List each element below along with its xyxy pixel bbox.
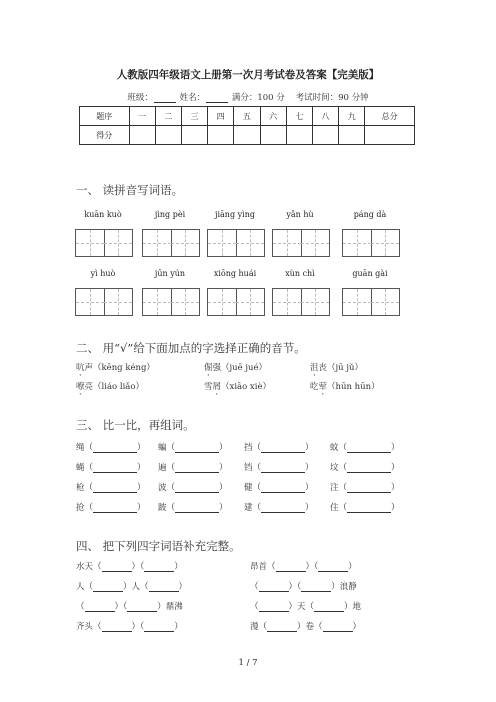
char-rest: 吃 — [310, 382, 319, 392]
pinyin-choice-item[interactable] — [310, 361, 363, 373]
pinyin-label: jìng pèi — [154, 210, 186, 219]
score-row-label: 得分 — [80, 126, 130, 145]
compare-item[interactable]: 铛（ ） — [244, 463, 314, 473]
pinyin-options: （hūn hūn） — [327, 382, 380, 392]
dotted-char: 屑 — [212, 382, 222, 392]
score-cell: 六 — [260, 107, 286, 126]
idiom-item[interactable]: 漫（ ）卷（ ） — [250, 622, 362, 632]
compare-item[interactable]: 蝙（ ） — [158, 443, 228, 453]
pinyin-label: yǎn hù — [286, 210, 314, 219]
section4-title: 四、 把下列四字词语补充完整。 — [76, 539, 241, 553]
dotted-char: 嘹 — [76, 382, 85, 392]
compare-item[interactable]: 坟（ ） — [330, 463, 400, 473]
score-cell: 八 — [312, 107, 338, 126]
score-cell: 九 — [339, 107, 365, 126]
pinyin-options: （juē jué） — [221, 363, 268, 373]
idiom-item[interactable]: 水天（ ）（ ） — [76, 562, 183, 572]
dotted-char: 吭 — [76, 363, 85, 373]
score-input-cell[interactable] — [234, 126, 260, 145]
score-cell: 总分 — [365, 107, 415, 126]
dotted-char: 倔 — [204, 363, 213, 373]
name-label: 姓名： — [179, 93, 206, 103]
pinyin-choice-item[interactable] — [76, 361, 155, 373]
char-rest: 亮 — [84, 382, 94, 392]
compare-item[interactable]: 住（ ） — [330, 503, 400, 513]
pinyin-choice-item[interactable] — [76, 380, 144, 392]
pinyin-choice-item[interactable] — [204, 380, 271, 392]
score-input-cell[interactable] — [129, 126, 155, 145]
score-input-cell[interactable] — [312, 126, 338, 145]
char-rest: 声 — [84, 363, 94, 373]
pinyin-label: páng dà — [353, 210, 387, 219]
idiom-item[interactable]: （ ）（ ）鼎沸 — [76, 602, 183, 612]
pinyin-label: guān gài — [352, 269, 388, 278]
exam-time: 考试时间：90 分钟 — [295, 93, 369, 103]
writing-grid[interactable] — [342, 288, 400, 316]
score-table — [79, 106, 415, 145]
score-input-cell[interactable] — [339, 126, 365, 145]
score-cell: 七 — [286, 107, 312, 126]
pinyin-choice-item[interactable] — [310, 380, 380, 392]
dotted-char: 沮 — [310, 363, 319, 373]
compare-item[interactable]: 注（ ） — [330, 483, 400, 493]
writing-grid[interactable] — [342, 229, 400, 257]
section3-title: 三、 比一比，再组词。 — [76, 418, 195, 432]
score-input-cell[interactable] — [365, 126, 415, 145]
char-rest: 丧 — [318, 363, 328, 373]
writing-grid[interactable] — [75, 288, 133, 316]
score-input-cell[interactable] — [208, 126, 234, 145]
compare-item[interactable]: 枪（ ） — [76, 483, 146, 493]
idiom-item[interactable]: 人（ ）人（ ） — [76, 582, 188, 592]
exam-info-line — [0, 91, 496, 103]
score-cell: 四 — [208, 107, 234, 126]
compare-row — [76, 441, 400, 453]
name-blank[interactable] — [206, 93, 228, 103]
score-input-cell[interactable] — [260, 126, 286, 145]
pinyin-options: （xiāo xiè） — [221, 382, 271, 392]
pinyin-label: xiōng huái — [213, 269, 257, 278]
score-input-cell[interactable] — [155, 126, 181, 145]
writing-grid[interactable] — [207, 288, 265, 316]
writing-grid[interactable] — [207, 229, 265, 257]
compare-item[interactable]: 绳（ ） — [76, 443, 146, 453]
idiom-item[interactable]: （ ）（ ）浪静 — [250, 582, 357, 592]
writing-grid[interactable] — [142, 288, 200, 316]
compare-item[interactable]: 跛（ ） — [158, 503, 228, 513]
idiom-item[interactable]: 昂首（ ）（ ） — [250, 562, 357, 572]
full-score: 满分：100 分 — [231, 93, 285, 103]
compare-item[interactable]: 蚊（ ） — [330, 443, 400, 453]
class-blank[interactable] — [154, 93, 176, 103]
pinyin-label: jūn yún — [154, 269, 186, 278]
writing-grid[interactable] — [272, 288, 330, 316]
compare-item[interactable]: 抢（ ） — [76, 503, 146, 513]
dotted-char: 荤 — [318, 382, 328, 392]
section2-title: 二、 用“√”给下面加点的字选择正确的音节。 — [76, 341, 306, 355]
compare-row — [76, 481, 400, 493]
compare-item[interactable]: 挡（ ） — [244, 443, 314, 453]
compare-item[interactable]: 蝇（ ） — [76, 463, 146, 473]
class-label: 班级： — [127, 93, 153, 103]
writing-grid[interactable] — [272, 229, 330, 257]
pinyin-options: （liáo liǎo） — [93, 382, 144, 392]
score-table-score-row — [80, 126, 415, 145]
score-cell: 二 — [155, 107, 181, 126]
page-number: 1 / 7 — [238, 658, 258, 668]
pinyin-options: （jū jǔ） — [327, 363, 363, 373]
compare-item[interactable]: 波（ ） — [158, 483, 228, 493]
pinyin-choice-item[interactable] — [204, 361, 267, 373]
writing-grid[interactable] — [75, 229, 133, 257]
char-rest: 雪 — [204, 382, 213, 392]
score-cell: 五 — [234, 107, 260, 126]
score-cell: 题序 — [80, 107, 130, 126]
idiom-item[interactable]: 齐头（ ）（ ） — [76, 622, 183, 632]
section1-title: 一、 读拼音写词语。 — [76, 183, 184, 197]
writing-grid[interactable] — [142, 229, 200, 257]
pinyin-label: jiāng yìng — [215, 210, 255, 219]
compare-row — [76, 501, 400, 513]
score-cell: 一 — [129, 107, 155, 126]
compare-item[interactable]: 遍（ ） — [158, 463, 228, 473]
score-input-cell[interactable] — [181, 126, 207, 145]
pinyin-label: xùn chì — [285, 269, 315, 278]
compare-item[interactable]: 健（ ） — [244, 483, 314, 493]
idiom-item[interactable]: （ ）天（ ）地 — [250, 602, 362, 612]
compare-row — [76, 461, 400, 473]
compare-item[interactable]: 建（ ） — [244, 503, 314, 513]
char-rest: 强 — [212, 363, 222, 373]
score-table-header-row — [80, 107, 415, 126]
score-cell: 三 — [181, 107, 207, 126]
pinyin-label: kuān kuò — [84, 210, 122, 219]
pinyin-options: （kēng kéng） — [93, 363, 155, 373]
score-input-cell[interactable] — [286, 126, 312, 145]
document-title: 人教版四年级语文上册第一次月考试卷及答案【完美版】 — [116, 69, 380, 81]
pinyin-label: yì huò — [90, 269, 116, 278]
